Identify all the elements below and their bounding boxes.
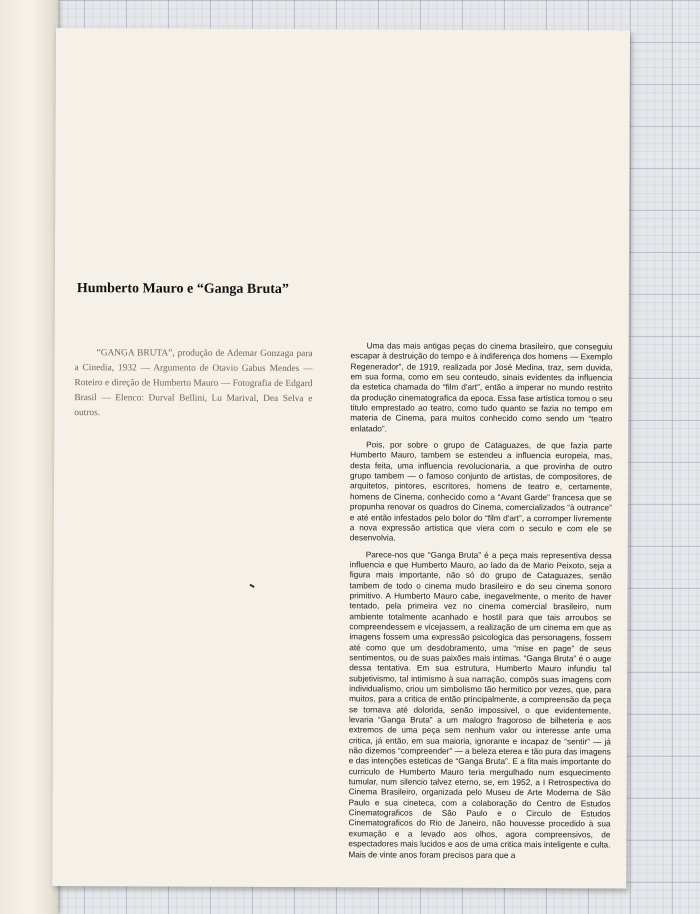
book-binding-edge <box>0 0 58 914</box>
ink-mark <box>249 584 254 588</box>
body-paragraph: Uma das mais antigas peças do cinema brasileiro, que conseguiu escapar à destruição do tempo e à indiferença dos homens — Exemplo Regenerador”, de 1919, realizada por José Medina, traz, sem duvida, em sua forma, como em seu conteudo, sinais evidentes da influencia da estetica chamada do “film d'art”, então a imperar no mundo restrito da produção cinematografica da epoca. Essa fase artistica tomou o seu titulo emprestado ao teatro, como tudo quanto se fazia no tempo em materia de Cinema, para muitos conhecido como sendo um “teatro enlatado”. <box>350 341 613 434</box>
article-title: Humberto Mauro e “Ganga Bruta” <box>76 281 289 298</box>
document-page <box>52 28 630 888</box>
body-paragraph: Parece-nos que “Ganga Bruta” é a peça mais representiva dessa influencia e que Humberto Mauro, ao lado da de Mario Peixoto, seja a figura mais importante, não só do grupo de Cataguazes, senão tambem de todo o cinema mudo brasileiro e do seu cinema sonoro primitivo. A Humberto Mauro cabe, inegavelmente, o merito de haver tentado, pela primeira vez no cinema comercial brasileiro, num ambiente totalmente acanhado e hostil para que tais arroubos se compreendessem e vicejassem, a realização de um cinema em que as imagens fossem uma expressão psicologica das personagens, fossem até como que um desdobramento, uma “mise en page” de seus sentimentos, ou de suas paixões mais intimas. “Ganga Bruta” é o auge dessa tentativa. Em sua estrutura, Humberto Mauro infundiu tal subjetivismo, tal intimismo à sua narração, compôs suas imagens com individualismo, criou um simbolismo tão hermitico por vezes, que, para muitos, para a critica de então principalmente, a compreensão da peça se tornava até dolorida, senão impossivel, o que evidentemente, levaria “Ganga Bruta” a um malogro fragoroso de bilheteria e aos extremos de uma peça sem nenhum valor ou interesse ante uma critica, já então, em sua maioria, ignorante e incapaz de “sentir” — já não dizemos “compreender” — a beleza eterea e tão pura das imagens e das intenções esteticas de “Ganga Bruta”. E a fita mais importante do curriculo de Humberto Mauro teria mergulhado num esquecimento tumular, num silencio talvez eterno, se, em 1952, a I Retrospectiva do Cinema Brasileiro, organizada pelo Museu de Arte Moderna de São Paulo e sua cineteca, com a colaboração do Centro de Estudos Cinematograficos de São Paulo e o Circulo de Estudos Cinematograficos do Rio de Janeiro, não houvesse procedido à sua exumação e a levado aos olhos, agora compreensivos, de espectadores mais lucidos e aos de uma critica mais inteligente e culta. Mais de vinte anos foram precisos para que a <box>348 549 612 860</box>
body-paragraph: Pois, por sobre o grupo de Cataguazes, de que fazia parte Humberto Mauro, tambem se estendeu a influencia europeia, mas, desta feita, uma influencia revolucionaria, a que provinha de outro grupo tambem — o famoso conjunto de artistas, de compositores, de arquitetos, pintores, escritores, homens de teatro e, certamente, homens de Cinema, conhecido como a “Avant Garde” francesa que se propunha renovar os quadros do Cinema, comercializados “à outrance” e até então infestados pelo bolor do “film d'art”, a corromper livremente a nova expressão artistica que viera com o seculo e com ele se desenvolvia. <box>349 440 613 543</box>
film-credits: “GANGA BRUTA”, produção de Ademar Gonzaga para a Cinedia, 1932 — Argumento de Otavio Gabus Mendes — Roteiro e direção de Humberto Mauro — Fotografia de Edgard Brasil — Elenco: Durval Bellini, Lu Marival, Dea Selva e outros. <box>74 348 313 419</box>
article-body-column <box>348 341 612 867</box>
